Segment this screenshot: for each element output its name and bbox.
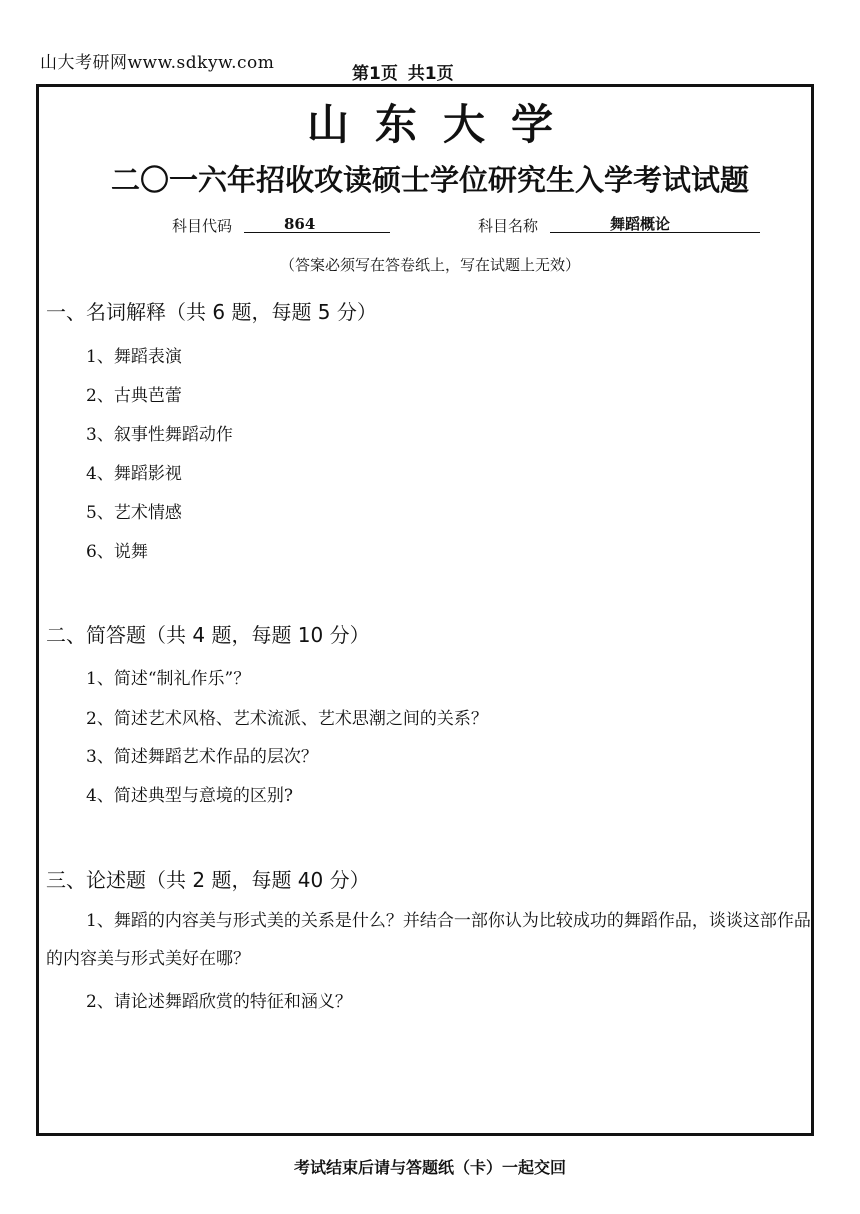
subject-code-value: 864 bbox=[244, 215, 390, 233]
question-item: 2、简述艺术风格、艺术流派、艺术思潮之间的关系？ bbox=[86, 709, 488, 729]
question-item: 1、舞蹈表演 bbox=[86, 347, 182, 367]
question-item: 1、舞蹈的内容美与形式美的关系是什么？并结合一部你认为比较成功的舞蹈作品，谈谈这部作品的内容美与形式美好在哪？ bbox=[46, 911, 811, 969]
subject-name-label: 科目名称 bbox=[478, 217, 539, 235]
question-item: 2、古典芭蕾 bbox=[86, 386, 182, 406]
watermark-text: 山大考研网www.sdkyw.com bbox=[40, 53, 275, 73]
subject-code-label: 科目代码 bbox=[172, 217, 233, 235]
footer-instruction: 考试结束后请与答题纸（卡）一起交回 bbox=[293, 1158, 566, 1177]
question-item: 2、请论述舞蹈欣赏的特征和涵义？ bbox=[86, 992, 352, 1012]
subject-name-value: 舞蹈概论 bbox=[550, 215, 760, 233]
section-heading-terms: 一、名词解释（共 6 题，每题 5 分） bbox=[46, 300, 377, 324]
section-heading-short-answer: 二、简答题（共 4 题，每题 10 分） bbox=[46, 623, 370, 647]
school-name: 山东大学 bbox=[306, 100, 579, 149]
question-item: 6、说舞 bbox=[86, 542, 148, 562]
question-item: 4、简述典型与意境的区别? bbox=[86, 786, 293, 806]
question-item: 3、简述舞蹈艺术作品的层次？ bbox=[86, 747, 318, 767]
question-item: 4、舞蹈影视 bbox=[86, 464, 182, 484]
question-item: 5、艺术情感 bbox=[86, 503, 182, 523]
page-indicator: 第1页 共1页 bbox=[352, 64, 454, 84]
question-item: 3、叙事性舞蹈动作 bbox=[86, 425, 233, 445]
exam-title: 二〇一六年招收攻读硕士学位研究生入学考试试题 bbox=[110, 163, 749, 197]
exam-border-frame bbox=[36, 84, 814, 1136]
answer-notice: （答案必须写在答卷纸上，写在试题上无效） bbox=[279, 256, 580, 274]
question-item: 1、简述“制礼作乐”？ bbox=[86, 669, 251, 689]
section-heading-essay: 三、论述题（共 2 题，每题 40 分） bbox=[46, 868, 370, 892]
